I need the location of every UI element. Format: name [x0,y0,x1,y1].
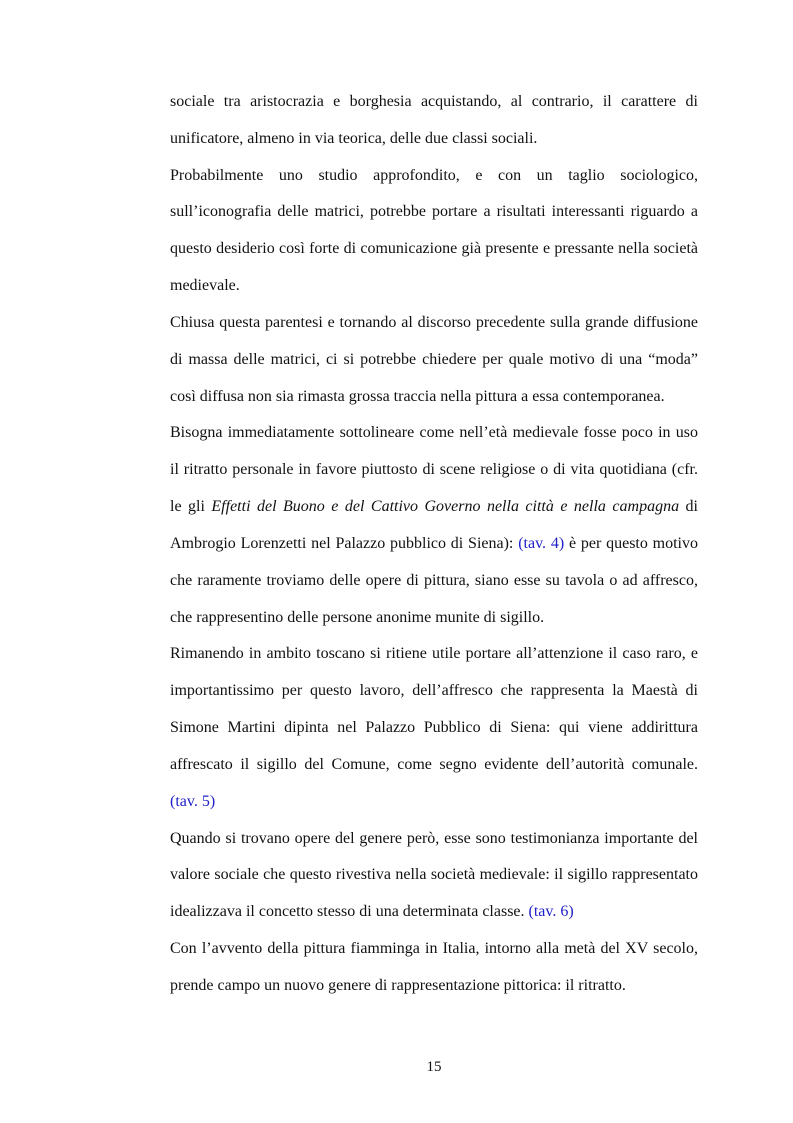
text-line: così diffusa non sia rimasta grossa traccia nella pittura a essa contemporanea. [170,387,665,405]
text-line: unificatore, almeno in via teorica, delle due classi sociali. [170,129,538,147]
text-line: di massa delle matrici, ci si potrebbe chiedere per quale motivo di una “moda” [170,350,698,368]
text-line: Probabilmente uno studio approfondito, e con un taglio sociologico, [170,166,698,184]
paragraph [170,821,698,931]
text-line [170,489,698,526]
text-line: affrescato il sigillo del Comune, come segno evidente dell’autorità comunale. [170,755,698,773]
body-text [170,84,698,1005]
text-line: Chiusa questa parentesi e tornando al discorso precedente sulla grande diffusione [170,313,698,331]
paragraph [170,636,698,820]
text-line: Con l’avvento della pittura fiamminga in Italia, intorno alla metà del XV secolo, [170,940,698,958]
text-line [170,894,698,931]
line-text: di [679,498,699,516]
text-line: sociale tra aristocrazia e borghesia acquistando, al contrario, il carattere di [170,93,698,110]
text-line: il ritratto personale in favore piuttosto di scene religiose o di vita quotidiana (cfr. [170,461,698,479]
text-line: valore sociale che questo rivestiva nella società medievale: il sigillo rappresentato [170,866,698,884]
text-line: Rimanendo in ambito toscano si ritiene utile portare all’attenzione il caso raro, e [170,645,698,663]
figure-reference-link[interactable]: (tav. 5) [170,792,216,810]
figure-reference-link[interactable]: (tav. 6) [528,903,574,921]
line-text: idealizzava il concetto stesso di una determinata classe. [170,903,529,921]
figure-reference-link[interactable]: (tav. 4) [518,534,565,552]
paragraph [170,84,698,158]
text-line: che rappresentino delle persone anonime munite di sigillo. [170,608,545,626]
line-text: Ambrogio Lorenzetti nel Palazzo pubblico di Siena): [170,534,519,552]
text-line: Bisogna immediatamente sottolineare come nell’età medievale fosse poco in uso [170,424,698,442]
paragraph [170,305,698,415]
page-number: 15 [426,1059,442,1075]
text-line: questo desiderio così forte di comunicazione già presente e pressante nella società [170,240,698,258]
line-text: le gli [170,498,212,516]
line-text: è per questo motivo [564,534,698,552]
artwork-title: Effetti del Buono e del Cattivo Governo nella città e nella campagna [211,498,680,516]
text-line: Quando si trovano opere del genere però, esse sono testimonianza importante del [170,829,698,847]
text-line [170,784,698,821]
text-line: che raramente troviamo delle opere di pittura, siano esse su tavola o ad affresco, [170,571,698,589]
text-line [170,526,698,563]
text-line: prende campo un nuovo genere di rappresentazione pittorica: il ritratto. [170,976,626,994]
paragraph [170,931,698,1005]
text-line: importantissimo per questo lavoro, dell’affresco che rappresenta la Maestà di [170,682,698,700]
paragraph [170,158,698,305]
text-line: medievale. [170,277,240,295]
text-line: sull’iconografia delle matrici, potrebbe portare a risultati interessanti riguardo a [170,203,698,221]
paragraph [170,415,698,636]
text-line: Simone Martini dipinta nel Palazzo Pubblico di Siena: qui viene addirittura [170,719,698,737]
